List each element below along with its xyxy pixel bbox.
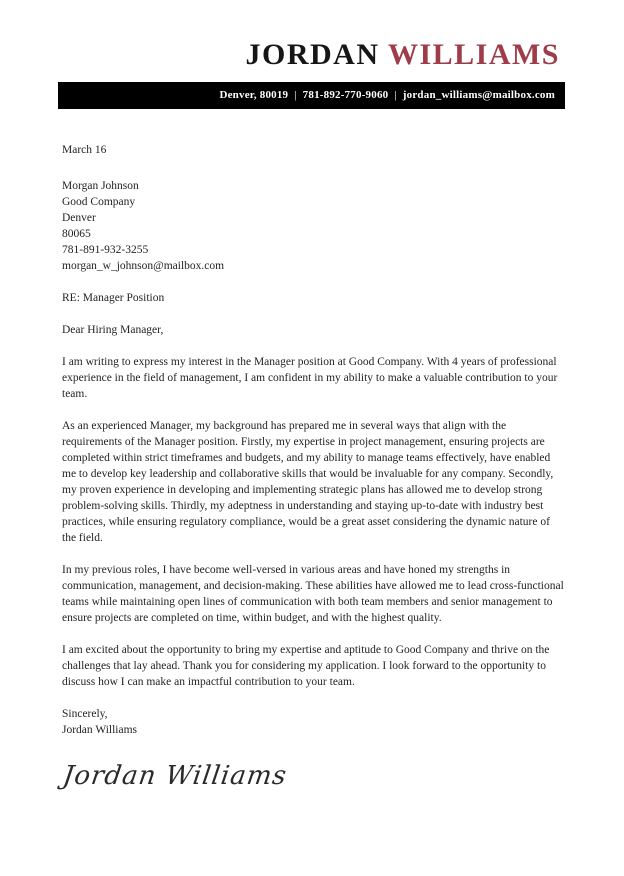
paragraph-experience: As an experienced Manager, my background has prepared me in several ways that align with the requirements of the Manager position. Firstly, my expertise in project management, ensuring projects are completed within strict timeframes and budgets, and my ability to manage teams effectively, have enabled me to develop key leadership and collaborative skills that would be invaluable for any company. Secondly, my proven experience in developing and implementing strategic plans has allowed me to develop strong problem-solving skills. Thirdly, my adeptness in understanding and staying up-to-date with industry best practices, while ensuring regulatory compliance, would be a great asset considering the dynamic nature of the field. bbox=[62, 420, 554, 544]
last-name-text: WILLIAMS bbox=[387, 38, 560, 71]
page-title bbox=[0, 0, 560, 72]
recipient-name: Morgan Johnson bbox=[62, 180, 139, 192]
contact-location: Denver, 80019 bbox=[219, 89, 289, 101]
signer-name: Jordan Williams bbox=[62, 724, 138, 736]
subject-line: RE: Manager Position bbox=[62, 292, 165, 304]
contact-email: jordan_williams@mailbox.com bbox=[402, 89, 555, 101]
handwritten-signature: Jordan Williams bbox=[61, 761, 289, 791]
recipient-zip: 80065 bbox=[62, 228, 91, 240]
recipient-phone: 781-891-932-3255 bbox=[62, 244, 149, 256]
recipient-city: Denver bbox=[62, 212, 96, 224]
paragraph-intro: I am writing to express my interest in the Manager position at Good Company. With 4 years of professional experience in the field of management, I am confident in my ability to make a valuable contribution to your team. bbox=[62, 356, 558, 400]
closing-word: Sincerely, bbox=[62, 708, 108, 720]
paragraph-closing: I am excited about the opportunity to bring my expertise and aptitude to Good Company and thrive on the challenges that lay ahead. Thank you for considering my application. I look forward to the opportunity to discuss how I can make an impactful contribution to your team. bbox=[62, 644, 550, 688]
letter-body bbox=[62, 142, 564, 789]
contact-bar bbox=[58, 82, 565, 109]
contact-phone: 781-892-770-9060 bbox=[302, 89, 389, 101]
paragraph-skills: In my previous roles, I have become well-versed in various areas and have honed my strengths in communication, management, and decision-making. These abilities have allowed me to lead cross-functional teams while maintaining open lines of communication with both team members and senior management to ensure projects are completed on time, within budget, and with the highest quality. bbox=[62, 564, 564, 624]
salutation: Dear Hiring Manager, bbox=[62, 324, 164, 336]
first-name-text: JORDAN bbox=[245, 38, 380, 71]
recipient-company: Good Company bbox=[62, 196, 136, 208]
contact-separator: | bbox=[294, 89, 297, 101]
contact-separator: | bbox=[394, 89, 397, 101]
recipient-block bbox=[62, 178, 564, 274]
letter-date: March 16 bbox=[62, 144, 107, 156]
recipient-email: morgan_w_johnson@mailbox.com bbox=[62, 260, 225, 272]
closing-block bbox=[62, 706, 564, 738]
